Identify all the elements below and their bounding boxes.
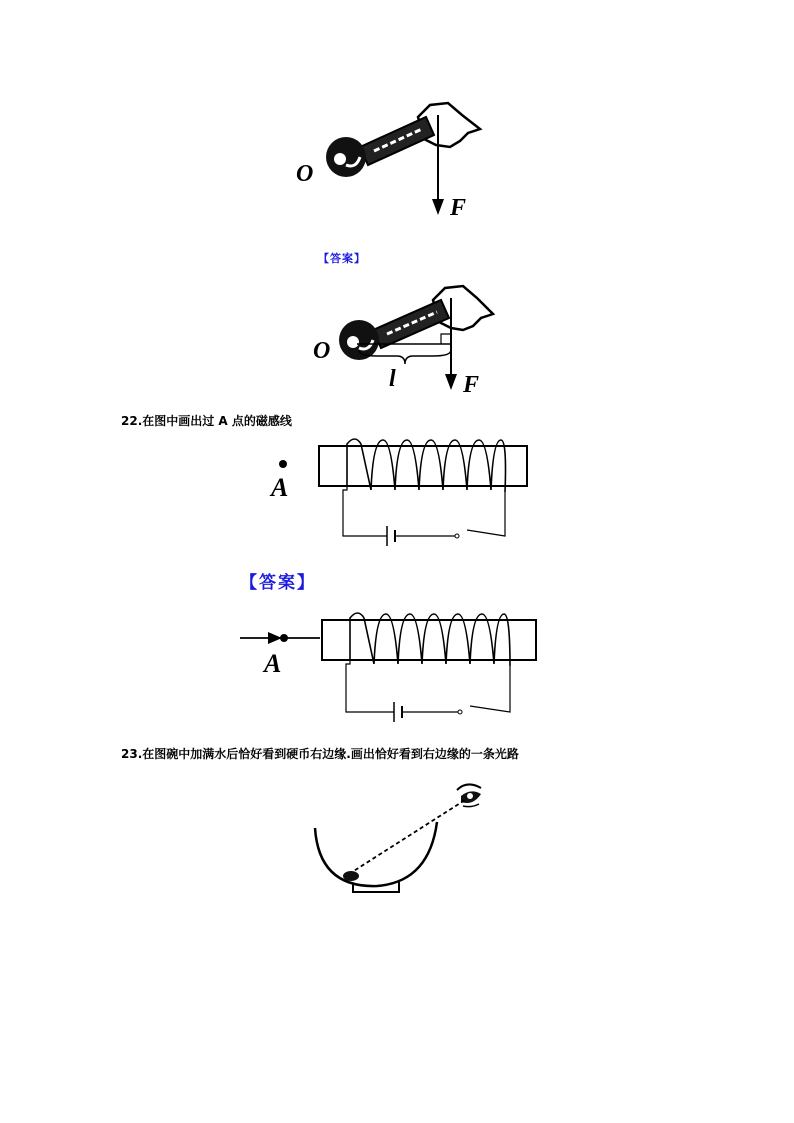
- force-label: F: [450, 195, 467, 221]
- pivot-label: O: [313, 338, 331, 364]
- circuit-wire: [346, 660, 510, 712]
- point-label: A: [264, 649, 282, 678]
- solenoid-answer-figure: [238, 604, 543, 722]
- wrench-answer-figure: [305, 278, 515, 403]
- circuit-wire: [343, 486, 505, 536]
- pivot-label: O: [296, 161, 314, 187]
- point-label: A: [271, 473, 289, 502]
- bowl: [315, 822, 437, 886]
- wrench-figure: [290, 95, 500, 225]
- answer-label: 【答案】: [240, 573, 316, 593]
- force-label: F: [463, 372, 480, 398]
- solenoid-figure: [255, 432, 535, 547]
- wrench-handle: [373, 300, 449, 348]
- question-23: 23.在图碗中加满水后恰好看到硬币右边缘.画出恰好看到右边缘的一条光路: [121, 747, 519, 761]
- answer-label: 【答案】: [318, 252, 366, 265]
- switch-contact: [455, 534, 459, 538]
- switch-contact: [458, 710, 462, 714]
- wrench-handle: [360, 117, 434, 165]
- question-22: 22.在图中画出过 A 点的磁感线: [121, 414, 292, 428]
- solenoid-core: [322, 620, 536, 660]
- sight-line: [349, 800, 465, 874]
- bowl-figure: [305, 778, 495, 898]
- field-line-arrow: [268, 632, 282, 644]
- eye-icon: [457, 784, 481, 806]
- point-a-dot: [280, 634, 288, 642]
- arm-label: l: [389, 366, 396, 392]
- coin: [343, 871, 359, 881]
- point-a-dot: [279, 460, 287, 468]
